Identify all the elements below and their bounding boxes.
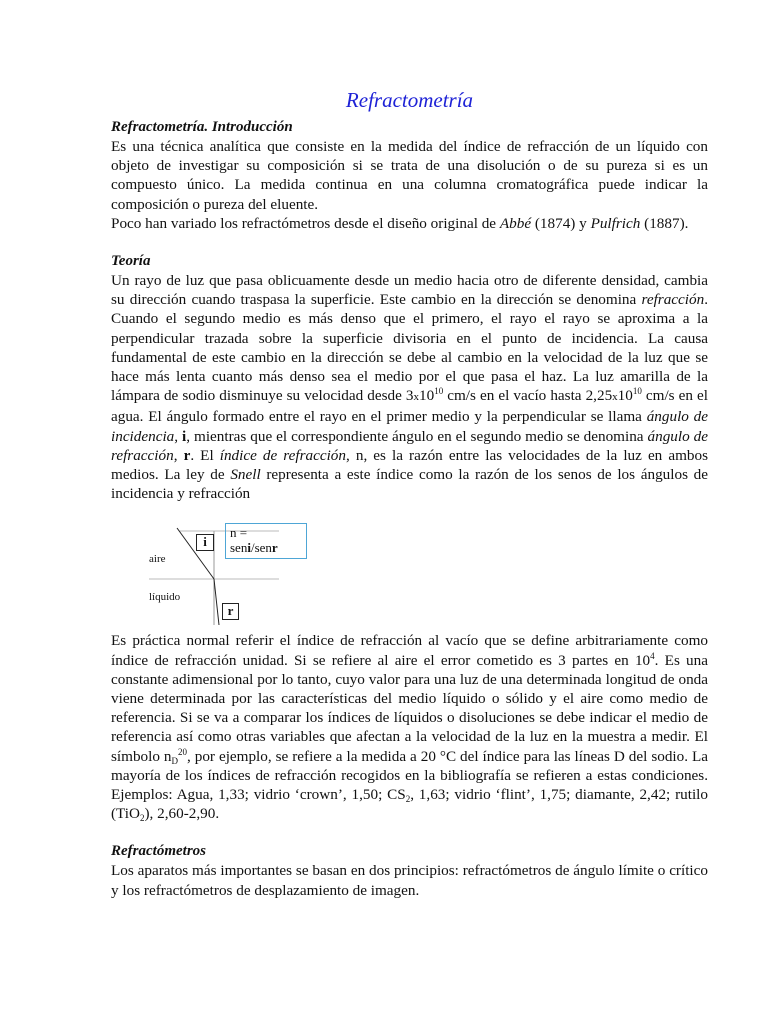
intro-history-paragraph: Poco han variado los refractómetros desde el diseño original de Abbé (1874) y Pulfrich (1887). (111, 214, 689, 232)
teoria-paragraph: Un rayo de luz que pasa oblicuamente desde un medio hacia otro de diferente densidad, cambia su dirección cuando traspasa la superficie. Este cambio en la dirección se denomina refracción. Cuando el segundo medio es más denso que el primero, el rayo el rayo se aproxima a la perpendicular trazada sobre la superficie divisoria en el punto de incidencia. La causa fundamental de este cambio en la dirección se debe al cambio en la velocidad de la luz que se hace más lenta cuanto más denso sea el medio por el que pasa el haz. La luz amarilla de la lámpara de sodio disminuye su velocidad desde $3x10^{10}$ cm/s en el vacío hasta $2,25x10^{10}$ cm/s en el agua. El ángulo formado entre el rayo en el primer medio y la perpendicular se llama ángulo de incidencia, i, mientras que el correspondiente ángulo en el segundo medio se denomina ángulo de refracción, r. El índice de refracción, n, es la razón entre las velocidades de la luz en ambos medios. La ley de Snell representa a este índice como la razón de los senos de los ángulos de incidencia y refracción (111, 272, 708, 503)
document-title: Refractometría (345, 88, 474, 112)
formula-line-1: n = (230, 525, 248, 541)
section-heading-teoria: Teoría (111, 253, 151, 270)
refracted-ray (214, 579, 219, 625)
refraction-diagram (111, 503, 708, 631)
formula-line-2: seni/senr (230, 540, 278, 556)
section-heading-introduccion: Refractometría. Introducción (111, 119, 293, 135)
label-aire: aire (149, 553, 166, 566)
section-heading-refractometros: Refractómetros (111, 843, 206, 860)
refractometros-paragraph: Los aparatos más importantes se basan en dos principios: refractómetros de ángulo límite o crítico y los refractómetros de desplazamiento de imagen. (111, 862, 708, 899)
angle-r-label: r (222, 603, 239, 620)
label-liquido: líquido (149, 591, 181, 604)
angle-i-label: i (196, 534, 214, 551)
snell-formula-box (225, 523, 307, 559)
intro-paragraph: Es una técnica analítica que consiste en la medida del índice de refracción de un líquido con objeto de investigar su composición si se trata de una disolución o de su pureza si es un compuesto único. La medida continua en una columna cromatográfica puede indicar la composición o pureza del eluente. (111, 138, 708, 213)
referencia-paragraph: Es práctica normal referir el índice de refracción al vacío que se define arbitrariamente como índice de refracción unidad. Si se refiere al aire el error cometido es 3 partes en $10^4$. Es una constante adimensional por lo tanto, cuyo valor para una luz de una determinada longitud de onda viene determinada por las características del medio líquido o sólido y el aire como medio de referencia. Si se va a comparar los índices de líquidos o disoluciones se debe indicar el medio de referencia así como otras variables que afectan a la velocidad de la luz en la muestra a medir. El símbolo $n_D^{20}$, por ejemplo, se refiere a la medida a 20 °C del índice para las líneas D del sodio. La mayoría de los índices de refracción recogidos en la bibliografía se refieren a estas condiciones. Ejemplos: Agua, 1,33; vidrio ‘crown’, 1,50; $CS_2$, 1,63; vidrio ‘flint’, 1,75; diamante, 2,42; rutilo (TiO$_2$), 2,60-2,90. (111, 632, 708, 824)
document-page (111, 88, 708, 900)
